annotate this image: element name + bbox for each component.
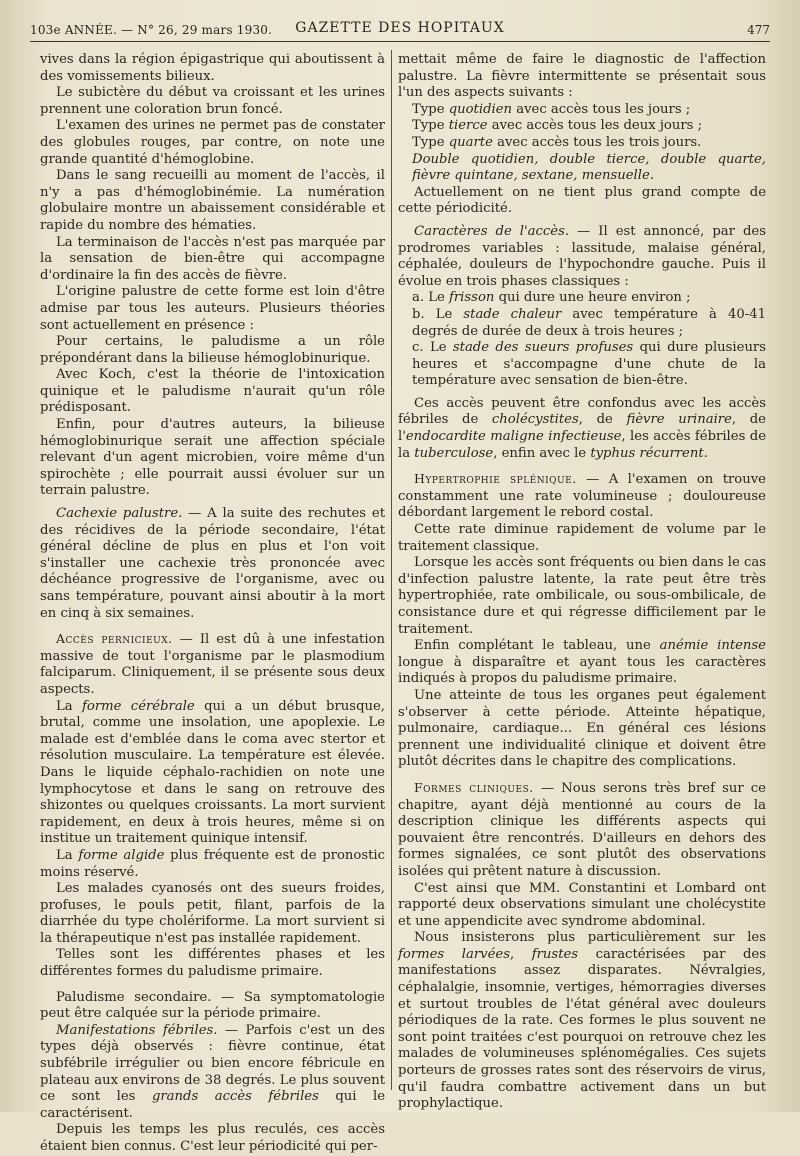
list-item: Type quarte avec accès tous les trois jours. (412, 134, 702, 150)
paragraph: Cette rate diminue rapidement de volume par le traitement classique. (398, 522, 766, 554)
left-column (40, 52, 385, 1156)
journal-title: GAZETTE DES HOPITAUX (295, 20, 505, 36)
list-item: c. Le stade des sueurs profuses qui dure plusieurs heures et s'accompagne d'une chute de la température avec sensation de bien-être. (412, 340, 767, 389)
paragraph: La forme algide plus fréquente est de pronostic moins réservé. (40, 847, 385, 880)
paragraph: La terminaison de l'accès n'est pas marquée par la sensation de bien-être qui accompagne d'ordinaire la fin des accès de fièvre. (40, 234, 385, 283)
paragraph: L'examen des urines ne permet pas de constater des globules rouges, par contre, on note une grande quantité d'hémoglobine. (40, 118, 385, 167)
paragraph: mettait même de faire le diagnostic de l'affection palustre. La fièvre intermittente se présentait sous l'un des aspects suivants : (398, 52, 766, 101)
section-title: Cachexie palustre. (56, 506, 183, 522)
section-title: Manifestations fébriles. (56, 1022, 218, 1038)
paragraph: Enfin, pour d'autres auteurs, la bilieuse hémoglobinurique serait une affection spéciale relevant d'un agent microbien, voire même d'un spirochète ; elle pourrait aussi évoluer sur un terrain palustre. (40, 417, 385, 499)
paragraph: Enfin complétant le tableau, une anémie intense longue à disparaître et ayant tous les caractères indiqués à propos du paludisme primaire. (398, 638, 766, 687)
paragraph: Une atteinte de tous les organes peut également s'observer à cette période. Atteinte hépatique, pulmonaire, cardiaque... En général ces lésions prennent une individualité clinique et doivent être plutôt décrites dans le chapitre des complications. (398, 687, 766, 770)
paragraph: Paludisme secondaire. — Sa symptomatologie peut être calquée sur la période primaire. (40, 989, 385, 1022)
paragraph: La forme cérébrale qui a un début brusque, brutal, comme une insolation, une apoplexie. Le malade est d'emblée dans le coma avec stertor et résolution musculaire. La température est élevée. Dans le liquide céphalo-rachidien on note une lymphocytose et dans le sang on retrouve des shizontes ou quelques croissants. La mort survient rapidement, en deux à trois heures, même si on institue un traitement quinique intensif. (40, 698, 385, 847)
list-item: a. Le frisson qui dure une heure environ ; (412, 290, 691, 306)
paragraph: Cachexie palustre. — A la suite des rechutes et des récidives de la période secondaire, l'état général décline de plus en plus et l'on voit s'installer une cachexie très prononcée avec déchéance progressive de l'organisme, avec ou sans température, pouvant ainsi aboutir à la mort en cinq à six semaines. (40, 506, 385, 621)
page-header (30, 8, 770, 42)
paragraph: Accès pernicieux. — Il est dû à une infestation massive de tout l'organisme par le plasmodium falciparum. Cliniquement, il se présente sous deux aspects. (40, 631, 385, 697)
paragraph: Formes cliniques. — Nous serons très bref sur ce chapitre, ayant déjà mentionné au cours de la description clinique les différents aspects qui pouvaient être rencontrés. D'ailleurs en dehors des formes signalées, ce sont plutôt des observations isolées qui prêtent nature à discussion. (398, 779, 766, 879)
section-title: Formes cliniques. (414, 779, 534, 795)
section-title: Paludisme secondaire. (56, 989, 212, 1005)
paragraph: C'est ainsi que MM. Constantini et Lombard ont rapporté deux observations simulant une cholécystite et une appendicite avec syndrome abdominal. (398, 880, 766, 929)
section-title: Caractères de l'accès. (414, 223, 570, 239)
paragraph: Actuellement on ne tient plus grand compte de cette périodicité. (398, 184, 766, 217)
column-divider (391, 50, 392, 1090)
paragraph: Ces accès peuvent être confondus avec les accès fébriles de cholécystites, de fièvre urinaire, de l'endocardite maligne infectieuse, les accès fébriles de la tuberculose, enfin avec le typhus récurrent. (398, 395, 767, 461)
paragraph: Nous insisterons plus particulièrement sur les formes larvées, frustes caractérisées par des manifestations assez disparates. Névralgies, céphalalgie, insomnie, vertiges, hémorragies diverses et surtout troubles de l'état général avec douleurs périodiques de la rate. Ces formes le plus souvent ne sont point traitées c'est pourquoi on retrouve chez les malades de volumineuses splénomégalies. Ces sujets porteurs de grosses rates sont des réservoirs de virus, qu'il faudra combattre activement dans un but prophylactique. (398, 930, 766, 1112)
paragraph: Les malades cyanosés ont des sueurs froides, profuses, le pouls petit, filant, parfois de la diarrhée du type cholériforme. La mort survient si la thérapeutique n'est pas installée rapidement. (40, 881, 385, 946)
paragraph: L'origine palustre de cette forme est loin d'être admise par tous les auteurs. Plusieurs théories sont actuellement en présence : (40, 284, 385, 333)
paragraph: Telles sont les différentes phases et les différentes formes du paludisme primaire. (40, 947, 385, 980)
paragraph: Manifestations fébriles. — Parfois c'est un des types déjà observés : fièvre continue, état subfébrile irrégulier ou bien encore fébricule en plateau aux environs de 38 degrés. Le plus souvent ce sont les grands accès fébriles qui le caractérisent. (40, 1022, 385, 1121)
list-item: Type quotidien avec accès tous les jours ; (412, 101, 691, 117)
issue-info: 103e ANNÉE. — N° 26, 29 mars 1930. (30, 23, 273, 37)
list-item: Double quotidien, double tierce, double quarte, fièvre quintane, sextane, mensuelle. (412, 151, 766, 184)
paragraph: Avec Koch, c'est la théorie de l'intoxication quinique et le paludisme n'aurait qu'un rôle prédisposant. (40, 367, 385, 416)
paragraph: Depuis les temps les plus reculés, ces accès étaient bien connus. C'est leur périodicité qui per- (40, 1122, 385, 1154)
paragraph: Caractères de l'accès. — Il est annoncé, par des prodromes variables : lassitude, malaise général, céphalée, douleurs de l'hypochondre gauche. Puis il évolue en trois phases classiques : (398, 223, 766, 289)
paragraph: Lorsque les accès sont fréquents ou bien dans le cas d'infection palustre latente, la rate peut être très hypertrophiée, rate ombilicale, ou sous-ombilicale, de consistance dure et qui régresse difficilement par le traitement. (398, 555, 767, 637)
paragraph: Le subictère du début va croissant et les urines prennent une coloration brun foncé. (40, 85, 385, 117)
list-item: b. Le stade chaleur avec température à 40-41 degrés de durée de deux à trois heures ; (412, 306, 766, 339)
page-number: 477 (747, 23, 770, 37)
paragraph: Hypertrophie splénique. — A l'examen on trouve constamment une rate volumineuse ; douloureuse débordant largement le rebord costal. (398, 471, 766, 521)
list-item: Type tierce avec accès tous les deux jours ; (412, 118, 703, 134)
paragraph: Pour certains, le paludisme a un rôle prépondérant dans la bilieuse hémoglobinurique. (40, 334, 385, 366)
paragraph: Dans le sang recueilli au moment de l'accès, il n'y a pas d'hémoglobinémie. La numération globulaire montre un abaissement considérable et rapide du nombre des hématies. (40, 168, 385, 233)
section-title: Hypertrophie splénique. (414, 471, 577, 487)
section-title: Accès pernicieux. (56, 631, 173, 647)
paragraph: vives dans la région épigastrique qui aboutissent à des vomissements bilieux. (40, 52, 385, 84)
right-column (398, 52, 766, 1113)
